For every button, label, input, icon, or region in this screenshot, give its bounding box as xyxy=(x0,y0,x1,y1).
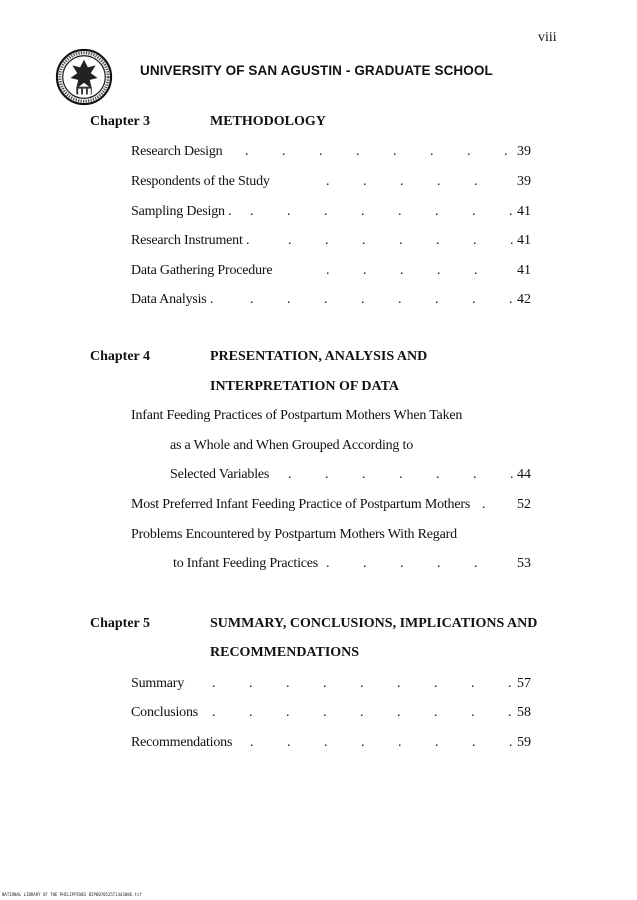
dot-leader: . . . . . . . . xyxy=(250,735,513,750)
chapter4-entry2: Most Preferred Infant Feeding Practice of Postpartum Mothers xyxy=(131,497,471,512)
chapter4-entry3-line1: Problems Encountered by Postpartum Mothers With Regard xyxy=(131,527,457,542)
dot-leader: . . . . . xyxy=(326,263,478,278)
chapter4-title-line2: INTERPRETATION OF DATA xyxy=(210,379,400,394)
chapter3-entry-data-analysis: Data Analysis . xyxy=(131,292,214,307)
chapter5-entry-page: 57 xyxy=(517,676,531,691)
chapter3-entry-research-design: Research Design xyxy=(131,144,223,159)
chapter5-entry-conclusions: Conclusions xyxy=(131,705,199,720)
dot-leader: . . . . . . . xyxy=(288,233,514,248)
chapter5-title-line1: SUMMARY, CONCLUSIONS, IMPLICATIONS AND xyxy=(210,616,538,631)
chapter4-entry1-line2: as a Whole and When Grouped According to xyxy=(170,438,414,453)
university-seal-icon xyxy=(55,48,113,106)
chapter4-label: Chapter 4 xyxy=(90,349,151,364)
dot-leader: . . . . . . . . . xyxy=(212,676,512,691)
chapter4-entry2-page: 52 xyxy=(517,497,531,512)
dot-leader: . . . . . xyxy=(326,556,478,571)
chapter3-entry-sampling-design: Sampling Design . xyxy=(131,204,232,219)
chapter3-entry-respondents: Respondents of the Study xyxy=(131,174,270,189)
chapter5-entry-page: 59 xyxy=(517,735,531,750)
header-title: UNIVERSITY OF SAN AGUSTIN - GRADUATE SCHOOL xyxy=(140,63,493,78)
chapter3-label: Chapter 3 xyxy=(90,114,151,129)
chapter5-entry-page: 58 xyxy=(517,705,531,720)
chapter4-entry3-line2: to Infant Feeding Practices xyxy=(173,556,319,571)
chapter5-entry-recommendations: Recommendations xyxy=(131,735,233,750)
dot-leader: . xyxy=(482,497,486,512)
chapter3-entry-page: 41 xyxy=(517,263,531,278)
dot-leader: . . . . . . . . . xyxy=(212,705,512,720)
dot-leader: . . . . . . . . xyxy=(250,292,513,307)
chapter3-entry-page: 39 xyxy=(517,174,531,189)
dot-leader: . . . . . xyxy=(326,174,478,189)
chapter3-entry-page: 41 xyxy=(517,204,531,219)
chapter3-entry-page: 39 xyxy=(517,144,531,159)
chapter4-title-line1: PRESENTATION, ANALYSIS AND xyxy=(210,349,428,364)
chapter5-title-line2: RECOMMENDATIONS xyxy=(210,645,360,660)
dot-leader: . . . . . . . . xyxy=(245,144,508,159)
dot-leader: . . . . . . . xyxy=(288,467,514,482)
page-number: viii xyxy=(538,30,557,45)
chapter4-entry3-page: 53 xyxy=(517,556,531,571)
scan-footer: NATIONAL LIBRARY OF THE PHILIPPINES B2P0070525T1443086.tif xyxy=(2,892,142,897)
chapter3-entry-page: 41 xyxy=(517,233,531,248)
chapter4-entry1-page: 44 xyxy=(517,467,531,482)
chapter3-entry-data-gathering: Data Gathering Procedure xyxy=(131,263,273,278)
chapter3-entry-page: 42 xyxy=(517,292,531,307)
chapter3-entry-research-instrument: Research Instrument . xyxy=(131,233,250,248)
chapter5-entry-summary: Summary xyxy=(131,676,185,691)
dot-leader: . . . . . . . . xyxy=(250,204,513,219)
chapter3-title: METHODOLOGY xyxy=(210,114,326,129)
chapter5-label: Chapter 5 xyxy=(90,616,151,631)
chapter4-entry1-line1: Infant Feeding Practices of Postpartum Mothers When Taken xyxy=(131,408,463,423)
chapter4-entry1-line3: Selected Variables xyxy=(170,467,270,482)
